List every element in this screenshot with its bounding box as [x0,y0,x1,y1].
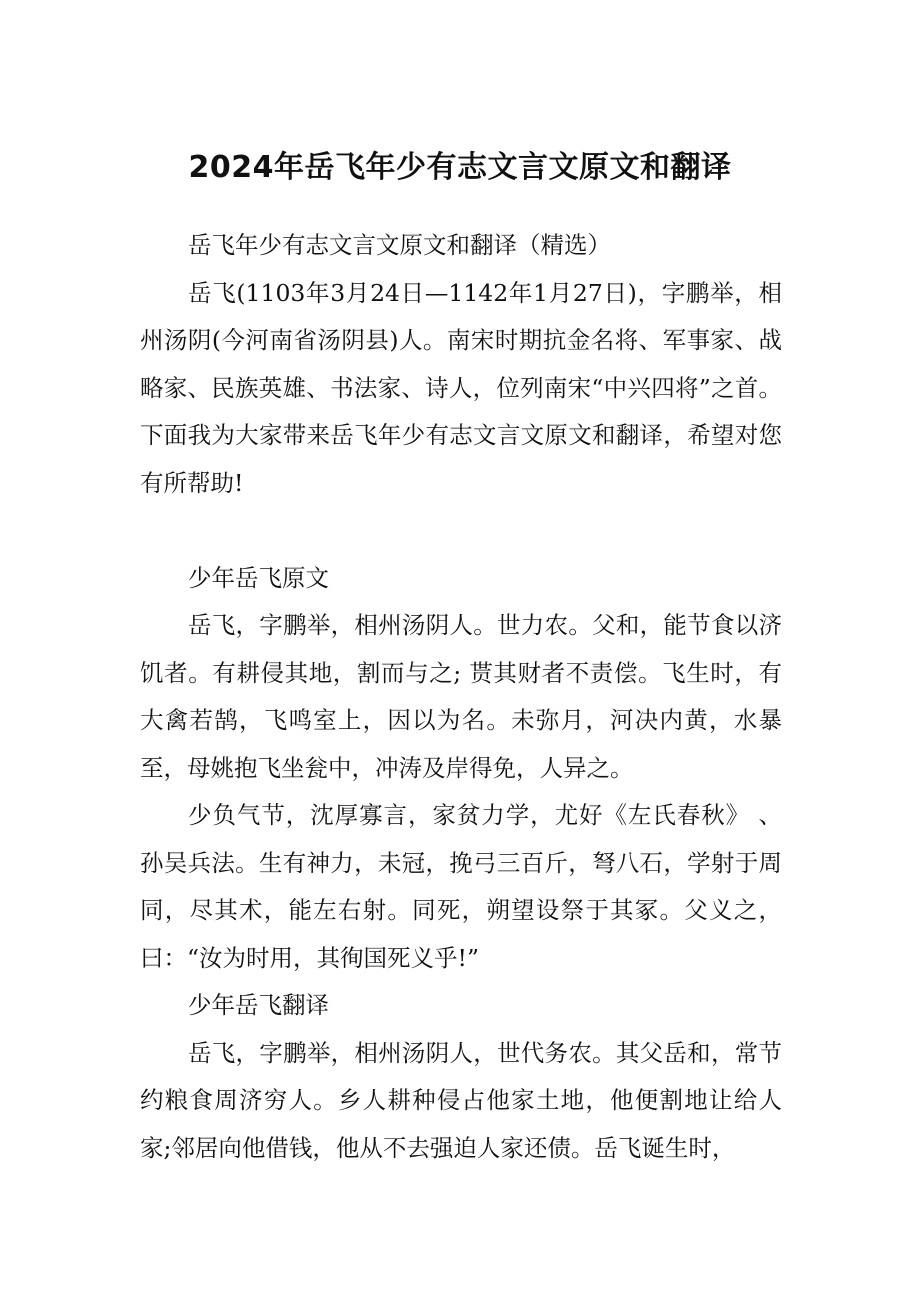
intro-paragraph: 岳飞(1103年3月24日—1142年1月27日)，字鹏举，相州汤阴(今河南省汤阴县)人。南宋时期抗金名将、军事家、战略家、民族英雄、书法家、诗人，位列南宋“中兴四将”之首。下面我为大家带来岳飞年少有志文言文原文和翻译，希望对您有所帮助! [140,278,782,497]
translation-paragraph-1: 岳飞，字鹏举，相州汤阴人，世代务农。其父岳和，常节约粮食周济穷人。乡人耕种侵占他家土地，他便割地让给人家;邻居向他借钱，他从不去强迫人家还债。岳飞诞生时， [140,1038,782,1162]
translation-heading: 少年岳飞翻译 [188,991,329,1019]
subtitle-paragraph: 岳飞年少有志文言文原文和翻译（精选） [188,231,611,259]
original-paragraph-1: 岳飞，字鹏举，相州汤阴人。世力农。父和，能节食以济饥者。有耕侵其地，割而与之; 贳其财者不责偿。飞生时，有大禽若鹄，飞鸣室上，因以为名。未弥月，河决内黄，水暴至，母姚抱飞坐瓮中，冲涛及岸得免，人异之。 [140,611,782,782]
paragraph-gap [140,507,782,555]
original-text-heading: 少年岳飞原文 [188,563,329,592]
document-title: 2024年岳飞年少有志文言文原文和翻译 [188,150,732,185]
original-paragraph-2: 少负气节，沈厚寡言，家贫力学，尤好《左氏春秋》 、孙吴兵法。生有神力，未冠，挽弓三百斤，弩八石，学射于周同，尽其术，能左右射。同死，朔望设祭于其冢。父义之，曰：“汝为时用，其徇国死义乎!” [140,801,782,972]
document-body [140,222,782,1172]
